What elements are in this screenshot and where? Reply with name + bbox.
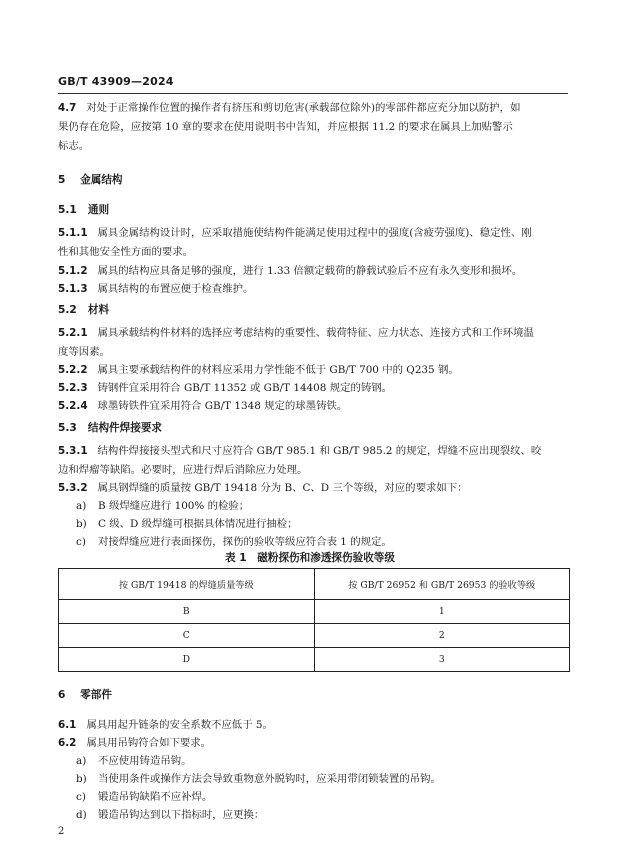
clause-text: 铸钢件宜采用符合 GB/T 11352 或 GB/T 14408 规定的铸钢。	[97, 382, 393, 394]
list-text: 锻造吊钩缺陷不应补焊。	[98, 791, 213, 803]
clause-number: 5.1.3	[58, 283, 88, 295]
subsection-number: 5.2	[58, 304, 77, 316]
table-row	[59, 624, 570, 648]
subsection-title: 通则	[87, 204, 110, 216]
section-title: 金属结构	[80, 174, 123, 186]
table-cell: 2	[314, 624, 570, 648]
standard-code: GB/T 43909—2024	[58, 75, 174, 88]
list-marker: b)	[76, 773, 87, 785]
list-marker: c)	[76, 791, 86, 803]
acceptance-level-table	[58, 568, 570, 672]
column-header: 按 GB/T 26952 和 GB/T 26953 的验收等级	[314, 569, 570, 600]
clause-5-1-3	[58, 280, 568, 299]
list-item	[76, 806, 264, 825]
clause-number: 5.3.1	[58, 445, 88, 457]
clause-text: 结构件焊接接头型式和尺寸应符合 GB/T 985.1 和 GB/T 985.2 的规定，焊缝不应出现裂纹、咬	[97, 445, 542, 457]
clause-text: 度等因素。	[58, 346, 110, 358]
clause-number: 5.1.1	[58, 227, 88, 239]
list-item	[76, 752, 192, 771]
list-text: 对接焊缝应进行表面探伤，探伤的验收等级应符合表 1 的规定。	[98, 536, 392, 548]
list-marker: c)	[76, 536, 86, 548]
list-item	[76, 515, 298, 534]
clause-text: 对处于正常操作位置的操作者有挤压和剪切危害(承载部位除外)的零部件都应充分加以防护，如	[86, 102, 521, 114]
table-cell: B	[59, 600, 315, 624]
clause-5-3-1	[58, 442, 568, 480]
subsection-5-1-heading	[58, 201, 109, 220]
list-text: 不应使用铸造吊钩。	[98, 755, 192, 767]
clause-6-2	[58, 734, 568, 753]
clause-text: 属具金属结构设计时，应采取措施使结构件能满足使用过程中的强度(含疲劳强度)、稳定性、刚	[97, 227, 532, 239]
table-cell: D	[59, 648, 315, 672]
subsection-5-3-heading	[58, 419, 162, 438]
clause-text: 果仍存在危险，应按第 10 章的要求在使用说明书中告知，并应根据 11.2 的要求在属具上加贴警示	[58, 121, 513, 133]
clause-5-1-1	[58, 224, 568, 262]
clause-number: 5.3.2	[58, 482, 88, 494]
subsection-number: 5.1	[58, 204, 77, 216]
section-number: 5	[58, 174, 66, 186]
clause-text: 属具钢焊缝的质量按 GB/T 19418 分为 B、C、D 三个等级，对应的要求如下：	[97, 482, 468, 494]
clause-5-1-2	[58, 262, 568, 281]
clause-number: 4.7	[58, 102, 77, 114]
clause-5-2-4	[58, 397, 568, 416]
clause-text: 性和其他安全性方面的要求。	[58, 246, 194, 258]
clause-number: 5.2.4	[58, 400, 88, 412]
clause-5-2-3	[58, 379, 568, 398]
table-row	[59, 648, 570, 672]
page-number: 2	[58, 826, 65, 837]
clause-number: 5.2.2	[58, 364, 88, 376]
section-6-heading	[58, 686, 112, 705]
list-item	[76, 788, 212, 807]
clause-text: 属具结构的布置应便于检查维护。	[97, 283, 254, 295]
clause-6-1	[58, 716, 568, 735]
table-cell: 3	[314, 648, 570, 672]
clause-number: 5.2.1	[58, 327, 88, 339]
section-5-heading	[58, 171, 123, 190]
clause-text: 属具用吊钩符合如下要求。	[86, 737, 212, 749]
table-row	[59, 600, 570, 624]
clause-5-3-2	[58, 479, 568, 498]
subsection-number: 5.3	[58, 422, 77, 434]
clause-text: 属具承载结构件材料的选择应考虑结构的重要性、载荷特征、应力状态、连接方式和工作环境温	[97, 327, 534, 339]
clause-4-7	[58, 99, 568, 156]
clause-text: 属具用起升链条的安全系数不应低于 5。	[86, 719, 273, 731]
section-number: 6	[58, 689, 66, 701]
subsection-5-2-heading	[58, 301, 109, 320]
list-text: C 级、D 级焊缝可根据具体情况进行抽检；	[98, 518, 298, 530]
clause-number: 5.1.2	[58, 265, 88, 277]
list-marker: a)	[76, 755, 87, 767]
clause-text: 边和焊瘤等缺陷。必要时，应进行焊后消除应力处理。	[58, 464, 308, 476]
clause-5-2-1	[58, 324, 568, 362]
list-text: 锻造吊钩达到以下指标时，应更换：	[98, 809, 265, 821]
list-item	[76, 497, 249, 516]
clause-number: 6.2	[58, 737, 77, 749]
table-title: 表 1 磁粉探伤和渗透探伤验收等级	[225, 552, 395, 564]
clause-5-2-2	[58, 361, 568, 380]
list-item	[76, 770, 441, 789]
table-header-row	[59, 569, 570, 600]
table-cell: C	[59, 624, 315, 648]
list-text: 当使用条件或操作方法会导致重物意外脱钩时，应采用带闭锁装置的吊钩。	[98, 773, 441, 785]
clause-number: 6.1	[58, 719, 77, 731]
subsection-title: 材料	[87, 304, 110, 316]
header-rule	[58, 93, 568, 94]
section-title: 零部件	[80, 689, 112, 701]
list-marker: d)	[76, 809, 87, 821]
list-marker: a)	[76, 500, 87, 512]
clause-number: 5.2.3	[58, 382, 88, 394]
clause-text: 球墨铸铁件宜采用符合 GB/T 1348 规定的球墨铸铁。	[97, 400, 348, 412]
subsection-title: 结构件焊接要求	[87, 422, 163, 434]
list-text: B 级焊缝应进行 100% 的检验；	[98, 500, 250, 512]
clause-text: 属具的结构应具备足够的强度，进行 1.33 倍额定载荷的静载试验后不应有永久变形和损坏。	[97, 265, 523, 277]
list-marker: b)	[76, 518, 87, 530]
table-cell: 1	[314, 600, 570, 624]
clause-text: 标志。	[58, 140, 90, 152]
column-header: 按 GB/T 19418 的焊缝质量等级	[59, 569, 315, 600]
clause-text: 属具主要承载结构件的材料应采用力学性能不低于 GB/T 700 中的 Q235 钢。	[97, 364, 459, 376]
